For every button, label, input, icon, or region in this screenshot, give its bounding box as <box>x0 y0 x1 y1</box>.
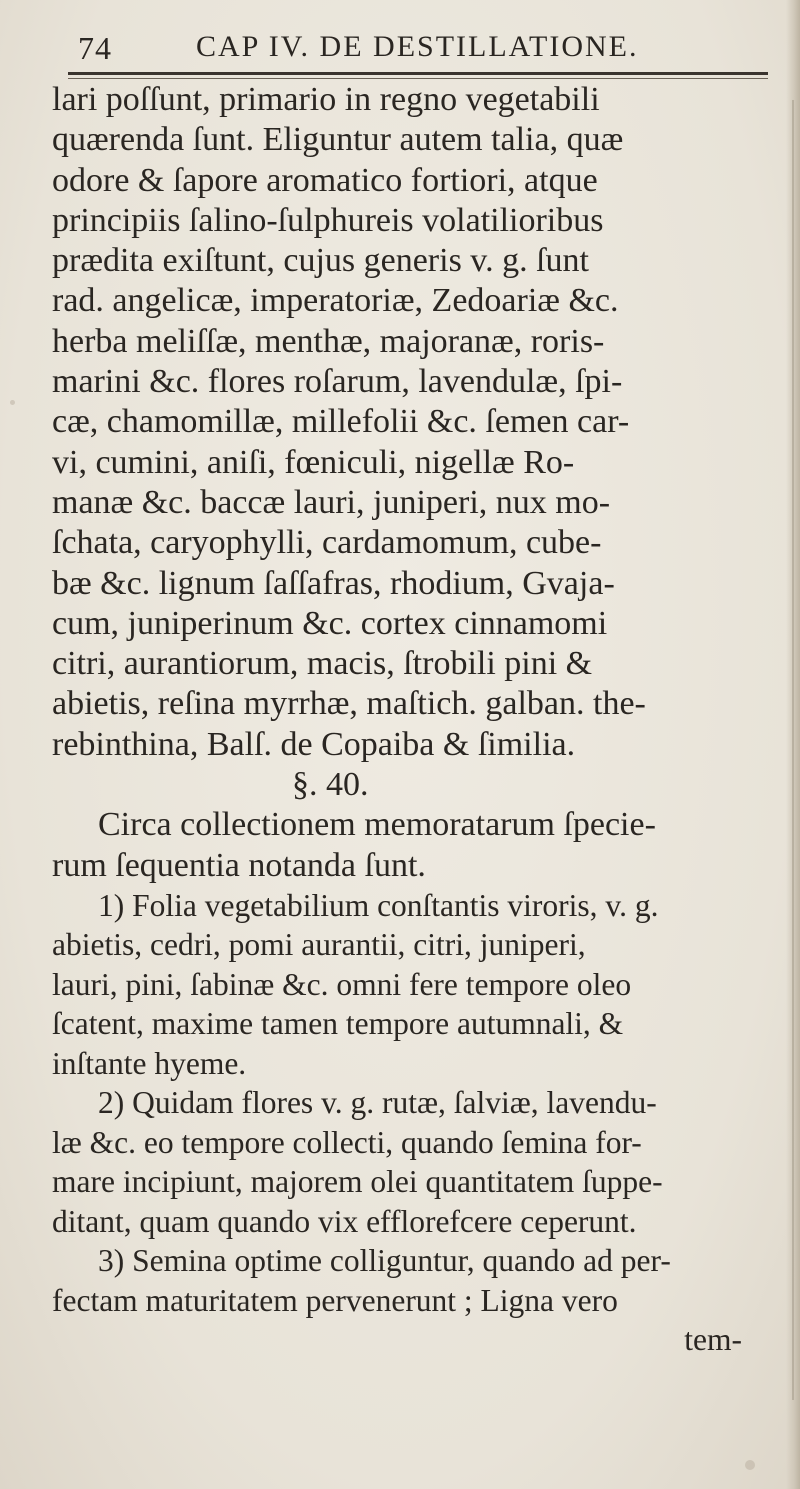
section-heading: §. 40. <box>292 766 369 804</box>
text-line: rad. angelicæ, imperatoriæ, Zedoariæ &c. <box>52 282 619 320</box>
text-line: 1) Folia vegetabilium conſtantis viroris, v. g. <box>98 887 659 923</box>
text-line: læ &c. eo tempore collecti, quando ſemina for- <box>52 1124 642 1160</box>
paper-stain <box>10 400 15 405</box>
text-line: ſcatent, maxime tamen tempore autumnali, & <box>52 1006 624 1042</box>
text-line: ſchata, caryophylli, cardamomum, cube- <box>52 524 602 562</box>
text-line: citri, aurantiorum, macis, ſtrobili pini & <box>52 645 593 683</box>
catchword: tem- <box>684 1322 742 1358</box>
text-line: cæ, chamomillæ, millefolii &c. ſemen car- <box>52 403 630 441</box>
page-number: 74 <box>78 30 112 66</box>
text-line: odore & ſapore aromatico fortiori, atque <box>52 161 598 199</box>
numbered-item-3 <box>52 1241 772 1320</box>
page-edge-line <box>792 100 794 1400</box>
page-body <box>52 80 772 1360</box>
text-line: prædita exiſtunt, cujus generis v. g. ſunt <box>52 242 589 280</box>
text-line: principiis ſalino-ſulphureis volatilioribus <box>52 201 604 239</box>
paper-stain <box>745 1460 755 1470</box>
text-line: Circa collectionem memoratarum ſpecie- <box>98 806 656 844</box>
text-line: manæ &c. baccæ lauri, juniperi, nux mo- <box>52 483 611 521</box>
text-line: ditant, quam quando vix efflorefcere ceperunt. <box>52 1203 637 1239</box>
text-line: 3) Semina optime colliguntur, quando ad per- <box>98 1243 671 1279</box>
text-line: vi, cumini, aniſi, fœniculi, nigellæ Ro- <box>52 443 575 481</box>
text-line: marini &c. flores roſarum, lavendulæ, ſpi- <box>52 363 623 401</box>
text-line: 2) Quidam flores v. g. rutæ, ſalviæ, lavendu- <box>98 1085 657 1121</box>
paragraph-section-intro <box>52 805 772 886</box>
text-line: lauri, pini, ſabinæ &c. omni fere tempore oleo <box>52 966 632 1002</box>
text-line: inſtante hyeme. <box>52 1045 247 1081</box>
text-line: abietis, cedri, pomi aurantii, citri, juniperi, <box>52 927 586 963</box>
header-rule <box>68 72 768 75</box>
numbered-item-2 <box>52 1083 772 1241</box>
text-line: abietis, reſina myrrhæ, maſtich. galban. the- <box>52 685 646 723</box>
text-line: quærenda ſunt. Eliguntur autem talia, quæ <box>52 121 624 159</box>
page-header <box>68 22 768 74</box>
numbered-item-1 <box>52 886 772 1084</box>
running-head: CAP IV. DE DESTILLATIONE. <box>196 30 639 63</box>
text-line: lari poſſunt, primario in regno vegetabili <box>52 81 600 118</box>
text-line: bæ &c. lignum ſaſſafras, rhodium, Gvaja- <box>52 564 615 602</box>
text-line: fectam maturitatem pervenerunt ; Ligna vero <box>52 1282 618 1318</box>
text-line: mare incipiunt, majorem olei quantitatem ſuppe- <box>52 1164 663 1200</box>
text-line: cum, juniperinum &c. cortex cinnamomi <box>52 604 608 642</box>
text-line: herba meliſſæ, menthæ, majoranæ, roris- <box>52 322 605 360</box>
text-line: rebinthina, Balſ. de Copaiba & ſimilia. <box>52 725 576 763</box>
paragraph-plant-list <box>52 80 772 765</box>
text-line: rum ſequentia notanda ſunt. <box>52 846 426 884</box>
header-rule-thin <box>68 78 768 79</box>
